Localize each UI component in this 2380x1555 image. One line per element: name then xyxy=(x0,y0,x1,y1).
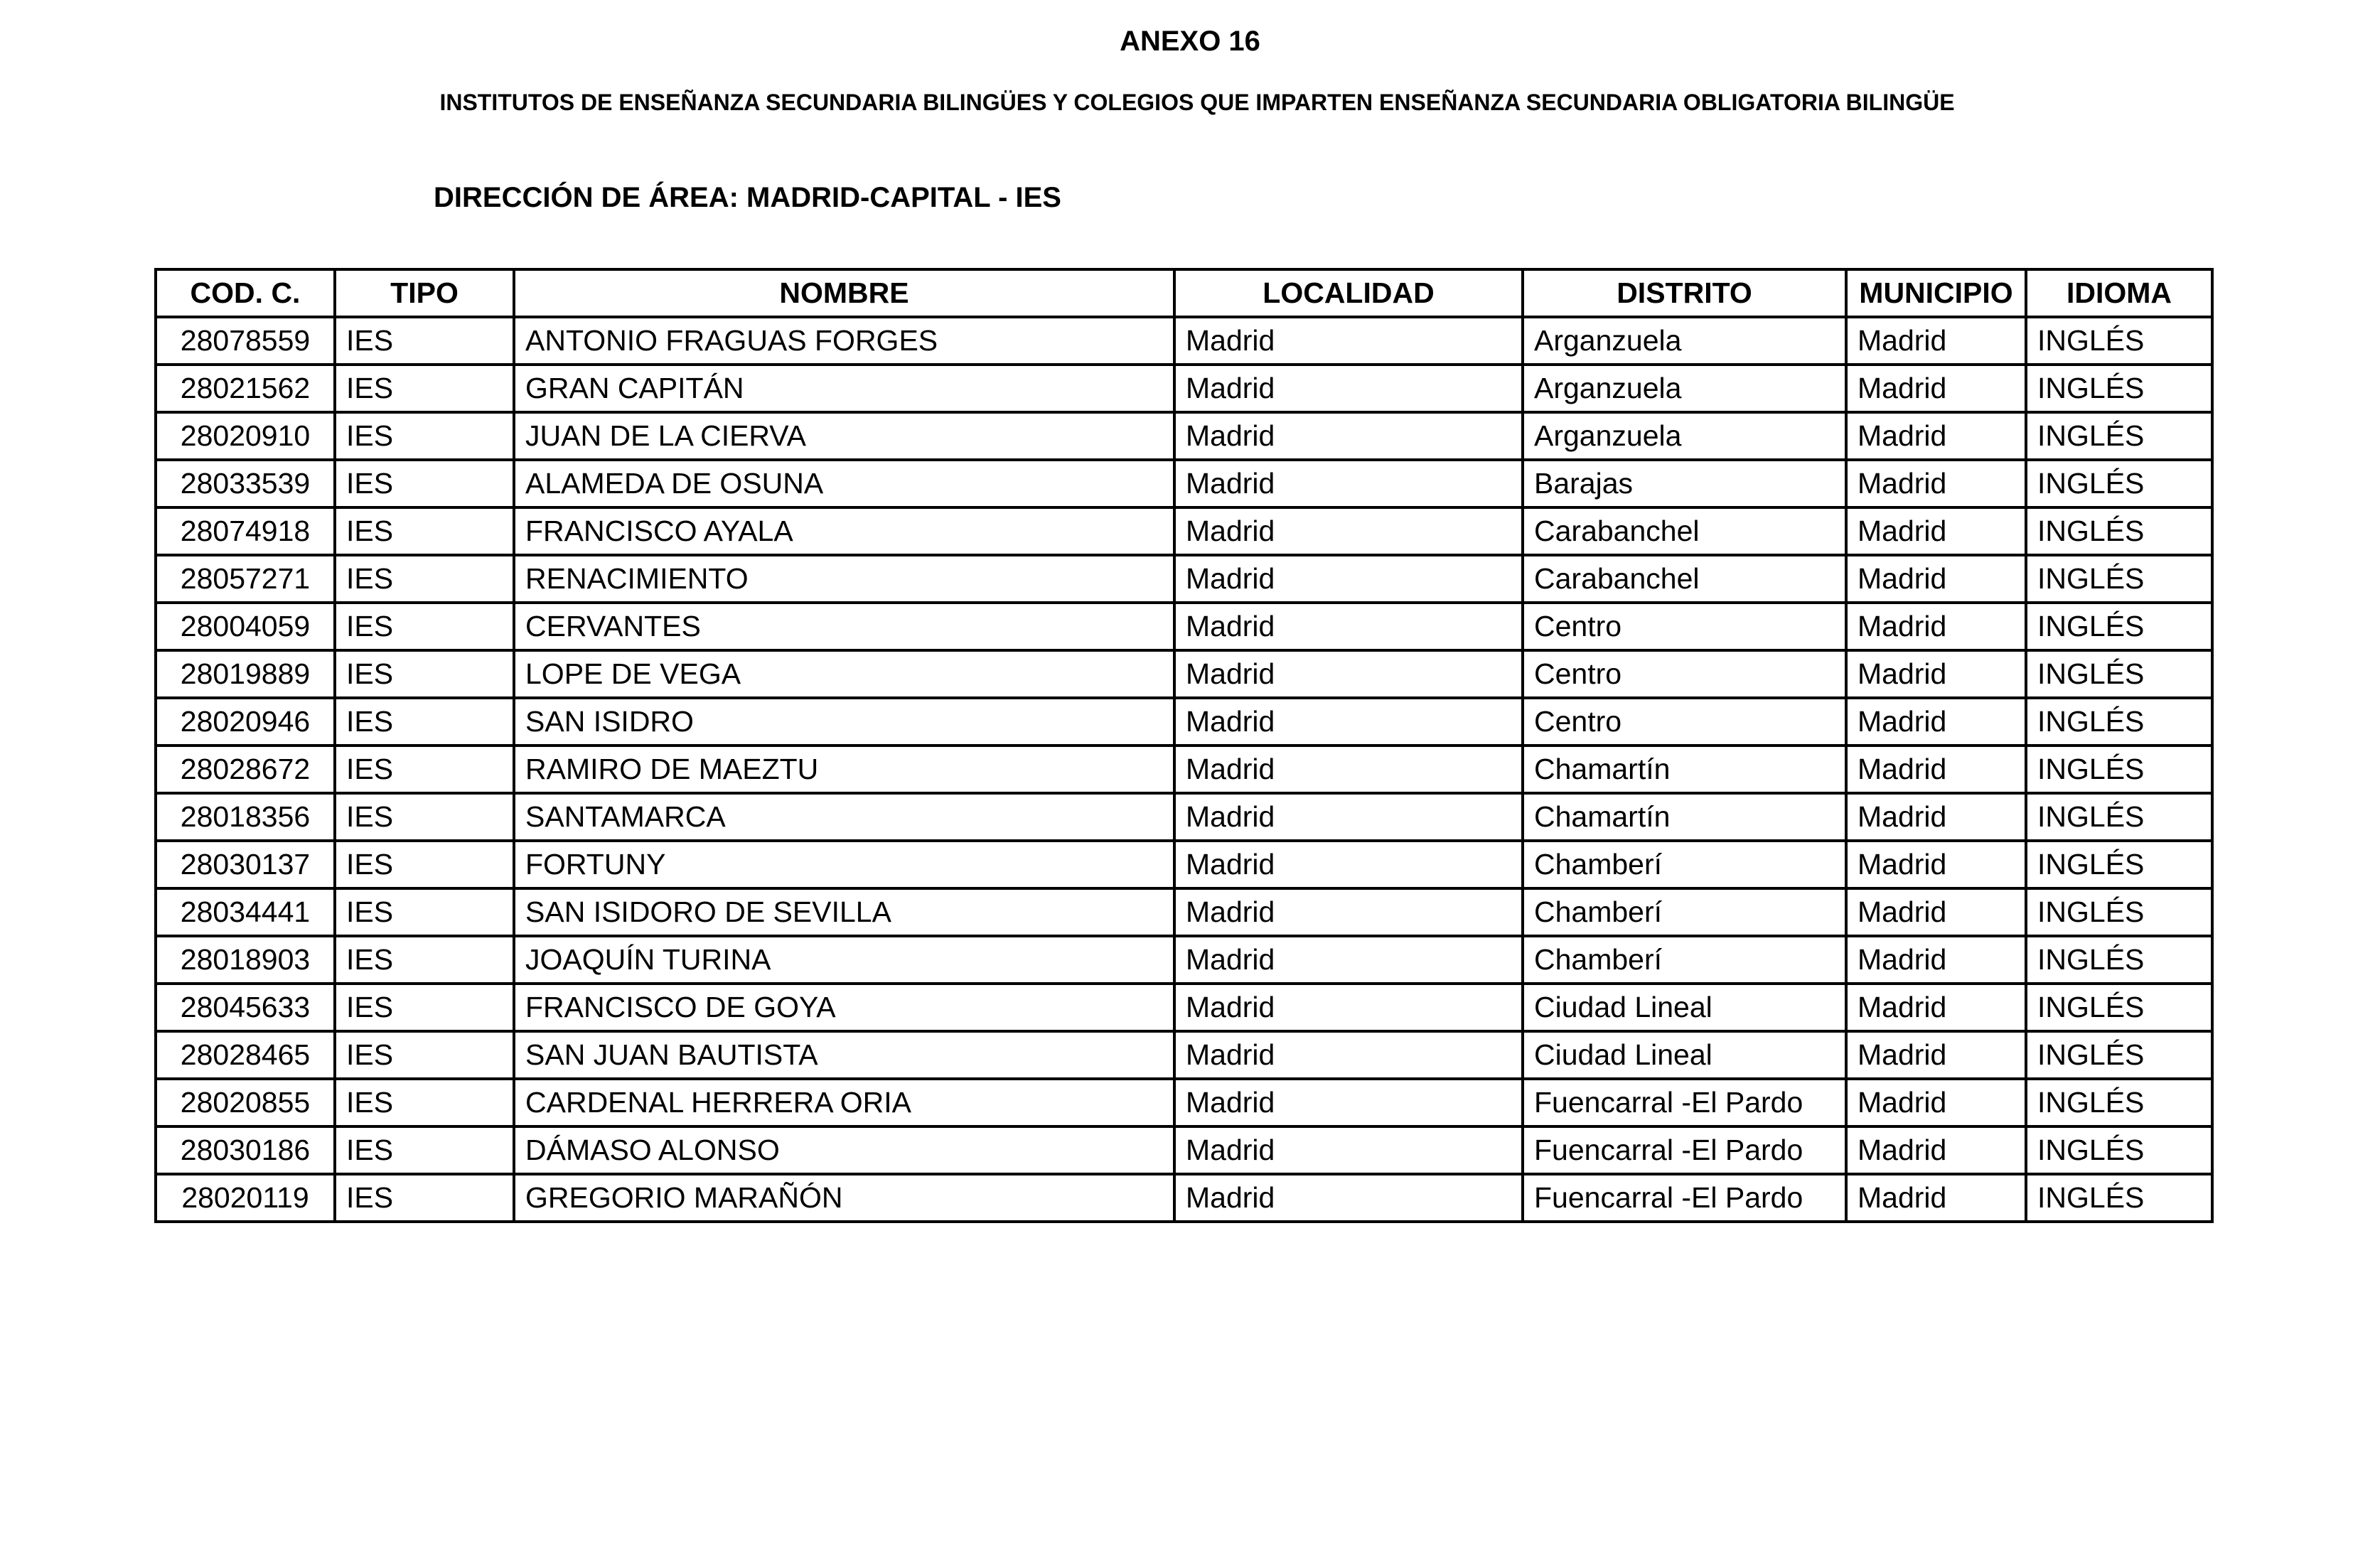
cell-cod: 28020910 xyxy=(156,412,335,460)
cell-municipio: Madrid xyxy=(1846,1126,2026,1174)
cell-nombre: SAN ISIDORO DE SEVILLA xyxy=(514,888,1174,936)
cell-cod: 28004059 xyxy=(156,603,335,650)
table-header-row xyxy=(156,269,2212,317)
cell-nombre: FORTUNY xyxy=(514,841,1174,888)
cell-localidad: Madrid xyxy=(1174,507,1523,555)
table-row xyxy=(156,1031,2212,1079)
cell-distrito: Ciudad Lineal xyxy=(1523,1031,1846,1079)
cell-localidad: Madrid xyxy=(1174,603,1523,650)
cell-localidad: Madrid xyxy=(1174,412,1523,460)
cell-municipio: Madrid xyxy=(1846,841,2026,888)
cell-tipo: IES xyxy=(335,412,514,460)
cell-cod: 28018356 xyxy=(156,793,335,841)
cell-municipio: Madrid xyxy=(1846,698,2026,746)
cell-municipio: Madrid xyxy=(1846,460,2026,507)
table-row xyxy=(156,936,2212,984)
cell-distrito: Barajas xyxy=(1523,460,1846,507)
cell-idioma: INGLÉS xyxy=(2026,984,2212,1031)
cell-idioma: INGLÉS xyxy=(2026,888,2212,936)
cell-tipo: IES xyxy=(335,555,514,603)
cell-tipo: IES xyxy=(335,793,514,841)
table-row xyxy=(156,746,2212,793)
cell-nombre: FRANCISCO AYALA xyxy=(514,507,1174,555)
table-row xyxy=(156,412,2212,460)
header-municipio: MUNICIPIO xyxy=(1846,269,2026,317)
cell-localidad: Madrid xyxy=(1174,1031,1523,1079)
table-row xyxy=(156,603,2212,650)
cell-idioma: INGLÉS xyxy=(2026,793,2212,841)
cell-distrito: Centro xyxy=(1523,698,1846,746)
cell-distrito: Carabanchel xyxy=(1523,555,1846,603)
cell-municipio: Madrid xyxy=(1846,936,2026,984)
cell-tipo: IES xyxy=(335,460,514,507)
cell-cod: 28028672 xyxy=(156,746,335,793)
header-localidad: LOCALIDAD xyxy=(1174,269,1523,317)
cell-cod: 28018903 xyxy=(156,936,335,984)
cell-municipio: Madrid xyxy=(1846,555,2026,603)
cell-municipio: Madrid xyxy=(1846,1031,2026,1079)
cell-distrito: Arganzuela xyxy=(1523,317,1846,365)
cell-tipo: IES xyxy=(335,507,514,555)
table-row xyxy=(156,317,2212,365)
cell-distrito: Chamberí xyxy=(1523,841,1846,888)
cell-nombre: SAN ISIDRO xyxy=(514,698,1174,746)
cell-nombre: RAMIRO DE MAEZTU xyxy=(514,746,1174,793)
cell-localidad: Madrid xyxy=(1174,1079,1523,1126)
cell-localidad: Madrid xyxy=(1174,555,1523,603)
cell-localidad: Madrid xyxy=(1174,888,1523,936)
cell-nombre: LOPE DE VEGA xyxy=(514,650,1174,698)
cell-municipio: Madrid xyxy=(1846,888,2026,936)
header-cod: COD. C. xyxy=(156,269,335,317)
cell-municipio: Madrid xyxy=(1846,746,2026,793)
cell-idioma: INGLÉS xyxy=(2026,365,2212,412)
table-row xyxy=(156,555,2212,603)
table-row xyxy=(156,650,2212,698)
cell-idioma: INGLÉS xyxy=(2026,555,2212,603)
cell-localidad: Madrid xyxy=(1174,984,1523,1031)
cell-municipio: Madrid xyxy=(1846,507,2026,555)
cell-tipo: IES xyxy=(335,1174,514,1222)
cell-nombre: JOAQUÍN TURINA xyxy=(514,936,1174,984)
cell-distrito: Fuencarral -El Pardo xyxy=(1523,1079,1846,1126)
table-row xyxy=(156,1079,2212,1126)
cell-municipio: Madrid xyxy=(1846,412,2026,460)
cell-municipio: Madrid xyxy=(1846,1079,2026,1126)
cell-nombre: SANTAMARCA xyxy=(514,793,1174,841)
table-row xyxy=(156,888,2212,936)
cell-nombre: ANTONIO FRAGUAS FORGES xyxy=(514,317,1174,365)
cell-nombre: JUAN DE LA CIERVA xyxy=(514,412,1174,460)
cell-tipo: IES xyxy=(335,1126,514,1174)
cell-nombre: FRANCISCO DE GOYA xyxy=(514,984,1174,1031)
cell-localidad: Madrid xyxy=(1174,1174,1523,1222)
cell-idioma: INGLÉS xyxy=(2026,936,2212,984)
cell-localidad: Madrid xyxy=(1174,698,1523,746)
cell-distrito: Carabanchel xyxy=(1523,507,1846,555)
table-body xyxy=(156,317,2212,1222)
cell-cod: 28045633 xyxy=(156,984,335,1031)
cell-idioma: INGLÉS xyxy=(2026,460,2212,507)
cell-localidad: Madrid xyxy=(1174,317,1523,365)
cell-cod: 28019889 xyxy=(156,650,335,698)
header-idioma: IDIOMA xyxy=(2026,269,2212,317)
cell-nombre: GRAN CAPITÁN xyxy=(514,365,1174,412)
cell-nombre: CERVANTES xyxy=(514,603,1174,650)
cell-idioma: INGLÉS xyxy=(2026,650,2212,698)
cell-municipio: Madrid xyxy=(1846,793,2026,841)
cell-nombre: CARDENAL HERRERA ORIA xyxy=(514,1079,1174,1126)
cell-localidad: Madrid xyxy=(1174,460,1523,507)
cell-distrito: Fuencarral -El Pardo xyxy=(1523,1174,1846,1222)
cell-nombre: RENACIMIENTO xyxy=(514,555,1174,603)
cell-distrito: Arganzuela xyxy=(1523,365,1846,412)
cell-localidad: Madrid xyxy=(1174,1126,1523,1174)
header-tipo: TIPO xyxy=(335,269,514,317)
cell-tipo: IES xyxy=(335,317,514,365)
cell-nombre: GREGORIO MARAÑÓN xyxy=(514,1174,1174,1222)
cell-idioma: INGLÉS xyxy=(2026,507,2212,555)
cell-tipo: IES xyxy=(335,888,514,936)
cell-municipio: Madrid xyxy=(1846,365,2026,412)
cell-municipio: Madrid xyxy=(1846,984,2026,1031)
cell-tipo: IES xyxy=(335,365,514,412)
cell-distrito: Chamberí xyxy=(1523,888,1846,936)
document-subtitle: INSTITUTOS DE ENSEÑANZA SECUNDARIA BILINGÜES Y COLEGIOS QUE IMPARTEN ENSEÑANZA SECUNDARIA OBLIGATORIA BILINGÜE xyxy=(439,90,1955,115)
cell-nombre: DÁMASO ALONSO xyxy=(514,1126,1174,1174)
cell-tipo: IES xyxy=(335,1031,514,1079)
cell-idioma: INGLÉS xyxy=(2026,746,2212,793)
cell-idioma: INGLÉS xyxy=(2026,698,2212,746)
schools-table xyxy=(154,268,2214,1223)
cell-tipo: IES xyxy=(335,936,514,984)
cell-distrito: Arganzuela xyxy=(1523,412,1846,460)
cell-idioma: INGLÉS xyxy=(2026,1031,2212,1079)
cell-cod: 28030137 xyxy=(156,841,335,888)
table-row xyxy=(156,698,2212,746)
cell-distrito: Centro xyxy=(1523,603,1846,650)
cell-tipo: IES xyxy=(335,603,514,650)
cell-cod: 28074918 xyxy=(156,507,335,555)
cell-idioma: INGLÉS xyxy=(2026,841,2212,888)
cell-localidad: Madrid xyxy=(1174,793,1523,841)
cell-distrito: Chamartín xyxy=(1523,793,1846,841)
cell-municipio: Madrid xyxy=(1846,1174,2026,1222)
table-row xyxy=(156,460,2212,507)
cell-tipo: IES xyxy=(335,650,514,698)
cell-cod: 28020946 xyxy=(156,698,335,746)
cell-idioma: INGLÉS xyxy=(2026,317,2212,365)
area-heading: DIRECCIÓN DE ÁREA: MADRID-CAPITAL - IES xyxy=(434,182,1061,213)
table-row xyxy=(156,1126,2212,1174)
cell-tipo: IES xyxy=(335,746,514,793)
cell-localidad: Madrid xyxy=(1174,936,1523,984)
cell-tipo: IES xyxy=(335,841,514,888)
cell-cod: 28033539 xyxy=(156,460,335,507)
cell-cod: 28034441 xyxy=(156,888,335,936)
cell-localidad: Madrid xyxy=(1174,365,1523,412)
cell-idioma: INGLÉS xyxy=(2026,603,2212,650)
cell-localidad: Madrid xyxy=(1174,650,1523,698)
cell-localidad: Madrid xyxy=(1174,841,1523,888)
cell-cod: 28028465 xyxy=(156,1031,335,1079)
cell-municipio: Madrid xyxy=(1846,603,2026,650)
cell-idioma: INGLÉS xyxy=(2026,412,2212,460)
cell-distrito: Chamberí xyxy=(1523,936,1846,984)
cell-localidad: Madrid xyxy=(1174,746,1523,793)
table-row xyxy=(156,793,2212,841)
cell-nombre: ALAMEDA DE OSUNA xyxy=(514,460,1174,507)
table-row xyxy=(156,841,2212,888)
cell-municipio: Madrid xyxy=(1846,650,2026,698)
table-row xyxy=(156,507,2212,555)
cell-distrito: Ciudad Lineal xyxy=(1523,984,1846,1031)
cell-cod: 28020855 xyxy=(156,1079,335,1126)
cell-idioma: INGLÉS xyxy=(2026,1079,2212,1126)
cell-cod: 28021562 xyxy=(156,365,335,412)
table-row xyxy=(156,365,2212,412)
cell-tipo: IES xyxy=(335,1079,514,1126)
cell-nombre: SAN JUAN BAUTISTA xyxy=(514,1031,1174,1079)
cell-idioma: INGLÉS xyxy=(2026,1174,2212,1222)
header-nombre: NOMBRE xyxy=(514,269,1174,317)
cell-tipo: IES xyxy=(335,984,514,1031)
cell-cod: 28057271 xyxy=(156,555,335,603)
table-row xyxy=(156,1174,2212,1222)
cell-cod: 28078559 xyxy=(156,317,335,365)
cell-idioma: INGLÉS xyxy=(2026,1126,2212,1174)
cell-distrito: Centro xyxy=(1523,650,1846,698)
cell-tipo: IES xyxy=(335,698,514,746)
cell-municipio: Madrid xyxy=(1846,317,2026,365)
cell-cod: 28030186 xyxy=(156,1126,335,1174)
document-title: ANEXO 16 xyxy=(1120,26,1260,57)
header-distrito: DISTRITO xyxy=(1523,269,1846,317)
cell-cod: 28020119 xyxy=(156,1174,335,1222)
cell-distrito: Chamartín xyxy=(1523,746,1846,793)
table-row xyxy=(156,984,2212,1031)
cell-distrito: Fuencarral -El Pardo xyxy=(1523,1126,1846,1174)
